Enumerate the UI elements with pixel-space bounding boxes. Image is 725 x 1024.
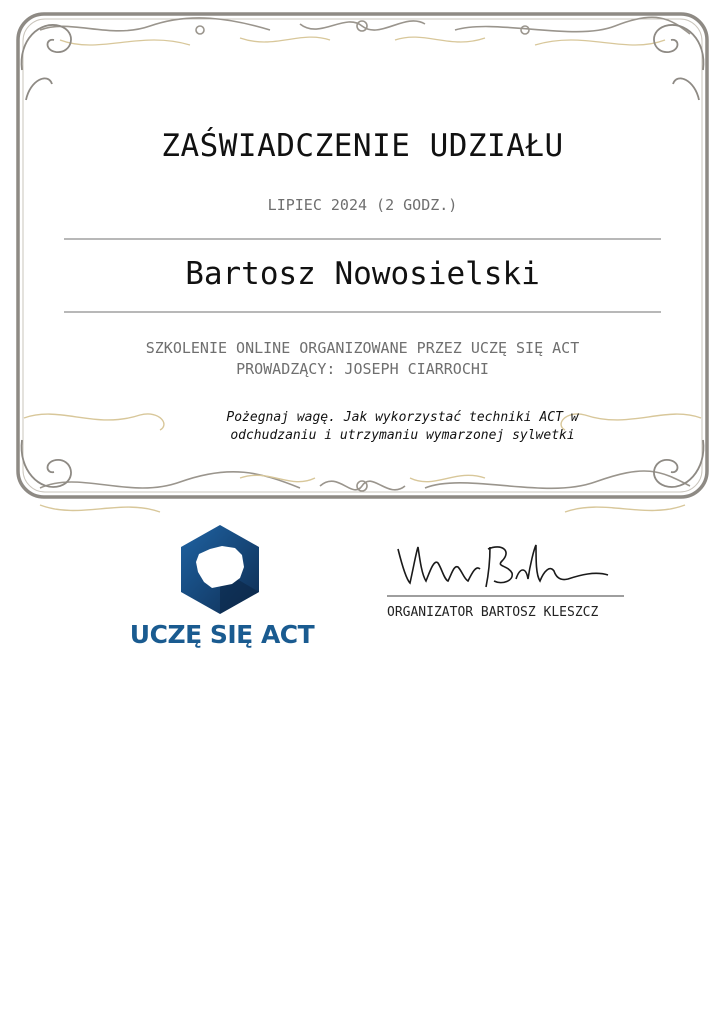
top-ornament (40, 17, 690, 34)
course-line-2: odchudzaniu i utrzymaniu wymarzonej sylwetki (230, 428, 575, 443)
date-hours: LIPIEC 2024 (2 GODZ.) (267, 196, 458, 214)
organizer-signature (390, 535, 615, 597)
bottom-ornament (40, 471, 690, 491)
instructor-line: PROWADZĄCY: JOSEPH CIARROCHI (236, 360, 489, 378)
course-line-1: Pożegnaj wagę. Jak wykorzystać techniki ACT w (226, 410, 579, 425)
corner-swirl-top-right (654, 25, 703, 70)
top-ornament-gold (60, 37, 665, 45)
training-info (0, 338, 725, 380)
corner-swirl-top-left (22, 25, 71, 70)
divider-top (64, 238, 661, 240)
training-line: SZKOLENIE ONLINE ORGANIZOWANE PRZEZ UCZĘ SIĘ ACT (145, 339, 580, 357)
divider-bottom (64, 311, 661, 313)
recipient-name: Bartosz Nowosielski (185, 256, 540, 292)
corner-swirl-bottom-left (22, 440, 71, 487)
certificate-title: ZAŚWIADCZENIE UDZIAŁU (161, 128, 564, 164)
ucze-sie-act-logo (122, 522, 322, 657)
course-title (205, 409, 600, 445)
hexagon-poland-icon (122, 522, 322, 617)
organizer-label: ORGANIZATOR BARTOSZ KLESZCZ (387, 605, 599, 620)
signature-line (387, 595, 624, 597)
logo-text: UCZĘ SIĘ ACT (129, 620, 315, 649)
